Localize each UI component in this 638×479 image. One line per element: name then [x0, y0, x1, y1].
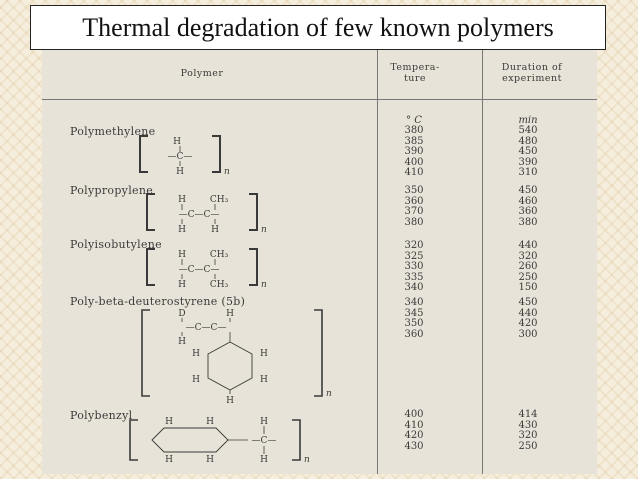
duration-value: 480: [518, 135, 538, 147]
duration-value: 460: [518, 195, 538, 207]
svg-text:H: H: [178, 337, 186, 347]
temperature-list: [394, 126, 434, 179]
svg-text:—C—C—: —C—C—: [185, 323, 227, 333]
structural-formula: [132, 132, 282, 178]
temperature-list: [394, 410, 434, 452]
svg-text:H: H: [206, 455, 214, 465]
column-divider: [482, 48, 483, 474]
svg-text:n: n: [261, 280, 267, 290]
svg-text:CH₃: CH₃: [209, 195, 229, 205]
svg-text:H: H: [192, 349, 200, 359]
svg-text:H: H: [178, 280, 186, 290]
temperature-value: 370: [404, 206, 424, 217]
duration-value: 250: [518, 271, 538, 283]
polymer-name: Polymethylene: [70, 125, 156, 138]
svg-text:H: H: [178, 250, 186, 260]
temperature-value: 420: [404, 430, 424, 441]
duration-value: 440: [518, 307, 538, 319]
polymer-name: Poly-beta-deuterostyrene (5b): [70, 295, 246, 308]
temperature-value: 430: [404, 440, 424, 452]
header-polymer: Polymer: [180, 68, 224, 79]
svg-text:H: H: [260, 375, 268, 385]
temperature-value: 350: [404, 185, 424, 196]
svg-text:H: H: [165, 417, 173, 427]
svg-text:H: H: [226, 396, 234, 404]
structural-formula: [137, 190, 297, 236]
duration-list: [508, 241, 548, 294]
temperature-value: 380: [404, 125, 424, 136]
slide-title-box: [30, 5, 606, 50]
temperature-value: 335: [404, 271, 424, 283]
duration-value: 414: [518, 409, 538, 420]
duration-value: 540: [518, 125, 538, 136]
unit-duration: min: [518, 115, 538, 126]
svg-text:H: H: [176, 167, 184, 177]
temperature-value: 410: [404, 419, 424, 431]
svg-text:D: D: [178, 309, 186, 319]
duration-value: 320: [518, 430, 538, 441]
header-temperature: Tempera- ture: [390, 62, 440, 84]
duration-value: 390: [518, 156, 538, 168]
temperature-value: 400: [404, 409, 424, 420]
duration-list: [508, 410, 548, 452]
svg-text:H: H: [211, 225, 219, 235]
duration-value: 380: [518, 216, 538, 228]
temperature-value: 345: [404, 307, 424, 319]
svg-text:H: H: [260, 455, 268, 465]
temperature-value: 320: [404, 240, 424, 251]
svg-text:—C—: —C—: [251, 436, 277, 446]
svg-text:H: H: [192, 375, 200, 385]
duration-value: 320: [518, 250, 538, 262]
svg-text:—C—C—: —C—C—: [178, 210, 220, 220]
temperature-value: 360: [404, 195, 424, 207]
polymer-name: Polypropylene: [70, 184, 154, 197]
svg-text:H: H: [260, 417, 268, 427]
column-divider: [377, 48, 378, 474]
duration-value: 260: [518, 261, 538, 272]
structural-formula: [134, 304, 334, 404]
temperature-value: 350: [404, 318, 424, 329]
temperature-value: 330: [404, 261, 424, 272]
temperature-value: 380: [404, 216, 424, 228]
duration-list: [508, 186, 548, 228]
temperature-value: 385: [404, 135, 424, 147]
svg-text:H: H: [165, 455, 173, 465]
svg-text:n: n: [326, 389, 332, 399]
duration-value: 450: [518, 146, 538, 157]
duration-value: 360: [518, 206, 538, 217]
temperature-value: 325: [404, 250, 424, 262]
svg-text:—C—C—: —C—C—: [178, 265, 220, 275]
temperature-value: 400: [404, 156, 424, 168]
temperature-value: 360: [404, 328, 424, 340]
svg-text:H: H: [173, 137, 181, 147]
duration-value: 450: [518, 185, 538, 196]
duration-list: [508, 298, 548, 340]
svg-text:n: n: [224, 167, 230, 177]
structural-formula: [137, 245, 297, 291]
unit-temperature: ° C: [406, 115, 422, 126]
temperature-list: [394, 186, 434, 228]
svg-text:CH₃: CH₃: [209, 250, 229, 260]
duration-value: 420: [518, 318, 538, 329]
svg-text:H: H: [260, 349, 268, 359]
svg-text:H: H: [206, 417, 214, 427]
duration-value: 250: [518, 440, 538, 452]
duration-value: 440: [518, 240, 538, 251]
temperature-value: 340: [404, 297, 424, 308]
header-duration: Duration of experiment: [501, 62, 563, 84]
temperature-list: [394, 298, 434, 340]
svg-text:n: n: [261, 225, 267, 235]
duration-value: 300: [518, 328, 538, 340]
svg-text:H: H: [178, 195, 186, 205]
duration-value: 310: [518, 167, 538, 178]
duration-value: 430: [518, 419, 538, 431]
svg-text:H: H: [178, 225, 186, 235]
polymer-name: Polybenzyl: [70, 409, 133, 422]
polymer-name: Polyisobutylene: [70, 238, 162, 251]
svg-text:H: H: [226, 309, 234, 319]
table-header: [42, 48, 597, 100]
scanned-table: [42, 48, 597, 474]
duration-value: 450: [518, 297, 538, 308]
temperature-value: 410: [404, 167, 424, 178]
svg-text:n: n: [304, 455, 310, 465]
temperature-value: 390: [404, 146, 424, 157]
structural-formula: [124, 414, 354, 470]
temperature-list: [394, 241, 434, 294]
duration-value: 150: [518, 282, 538, 293]
svg-text:—C—: —C—: [167, 152, 193, 162]
temperature-value: 340: [404, 282, 424, 293]
duration-list: [508, 126, 548, 179]
slide-title: Thermal degradation of few known polymers: [82, 12, 554, 42]
svg-text:CH₃: CH₃: [209, 280, 229, 290]
